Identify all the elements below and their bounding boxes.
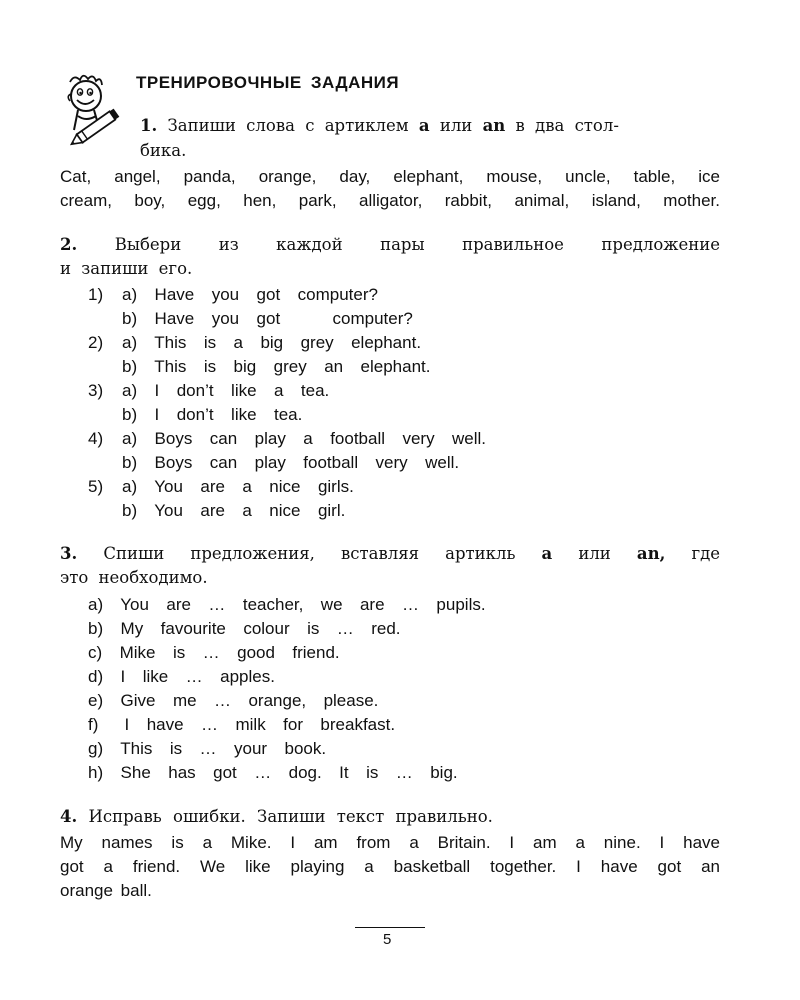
- task3-item: d) I like … apples.: [88, 667, 275, 686]
- task2-item-number: 5): [88, 477, 104, 496]
- task3-item: h) She has got … dog. It is … big.: [88, 763, 458, 782]
- task4-number: 4.: [60, 807, 78, 826]
- page-number: 5: [383, 931, 392, 948]
- section-heading: ТРЕНИРОВОЧНЫЕ ЗАДАНИЯ: [136, 73, 400, 92]
- task2-option-b: b) You are a nice girl.: [122, 501, 346, 520]
- boy-with-pencil-icon: [56, 72, 126, 152]
- task3-title-line2: это необходимо.: [60, 568, 208, 587]
- task1-article-an: an: [482, 116, 506, 135]
- task3-or: или: [578, 544, 611, 563]
- task2-item-number: 2): [88, 333, 104, 352]
- task1-title-line2: бика.: [140, 141, 187, 160]
- task2-title-line2: и запиши его.: [60, 259, 193, 278]
- task4-text-line3: orange ball.: [60, 881, 152, 900]
- task1-text-end: в два стол-: [515, 116, 619, 135]
- task2-title: [60, 233, 720, 257]
- task3-article-an: an,: [636, 544, 666, 563]
- footer-rule: [355, 927, 425, 928]
- task2-option-a: a) This is a big grey elephant.: [122, 333, 422, 352]
- task1-or: или: [439, 116, 473, 135]
- task2-option-a: a) I don’t like a tea.: [122, 381, 330, 400]
- task4-text: Исправь ошибки. Запиши текст правильно.: [88, 807, 493, 826]
- task1-words-line2: cream, boy, egg, hen, park, alligator, rabbit, animal, island, mother.: [60, 191, 720, 210]
- task3-item: b) My favourite colour is … red.: [88, 619, 401, 638]
- task2-text: Выбери из каждой пары правильное предложение: [114, 235, 720, 254]
- task2-item-number: 4): [88, 429, 104, 448]
- task2-option-b: b) I don’t like tea.: [122, 405, 303, 424]
- task2-item-number: 1): [88, 285, 104, 304]
- task3-number: 3.: [60, 544, 78, 563]
- task2-option-b: b) Boys can play football very well.: [122, 453, 460, 472]
- task2-option-a: a) Have you got computer?: [122, 285, 378, 304]
- task3-item: f) I have … milk for breakfast.: [88, 715, 396, 734]
- task3-item: a) You are … teacher, we are … pupils.: [88, 595, 486, 614]
- task1-title: [140, 114, 720, 138]
- task3-text-end: где: [691, 544, 721, 563]
- task3-title: [60, 542, 720, 566]
- task1-text: Запиши слова с артиклем: [167, 116, 409, 135]
- task1-words-line1: Cat, angel, panda, orange, day, elephant, mouse, uncle, table, ice: [60, 167, 720, 186]
- task3-text: Спиши предложения, вставляя артикль: [103, 544, 516, 563]
- task4-title: [60, 805, 493, 829]
- task3-article-a: a: [541, 544, 553, 563]
- task2-option-a: a) Boys can play a football very well.: [122, 429, 487, 448]
- task4-text-line2: got a friend. We like playing a basketball together. I have got an: [60, 857, 720, 876]
- task4-text-line1: My names is a Mike. I am from a Britain. I am a nine. I have: [60, 833, 720, 852]
- task3-item: c) Mike is … good friend.: [88, 643, 340, 662]
- task2-option-a: a) You are a nice girls.: [122, 477, 354, 496]
- task2-option-b: b) Have you got computer?: [122, 309, 413, 328]
- task3-item: g) This is … your book.: [88, 739, 327, 758]
- task1-article-a: a: [418, 116, 430, 135]
- task1-number: 1.: [140, 116, 158, 135]
- task3-item: e) Give me … orange, please.: [88, 691, 379, 710]
- task2-option-b: b) This is big grey an elephant.: [122, 357, 431, 376]
- task2-number: 2.: [60, 235, 78, 254]
- task2-item-number: 3): [88, 381, 104, 400]
